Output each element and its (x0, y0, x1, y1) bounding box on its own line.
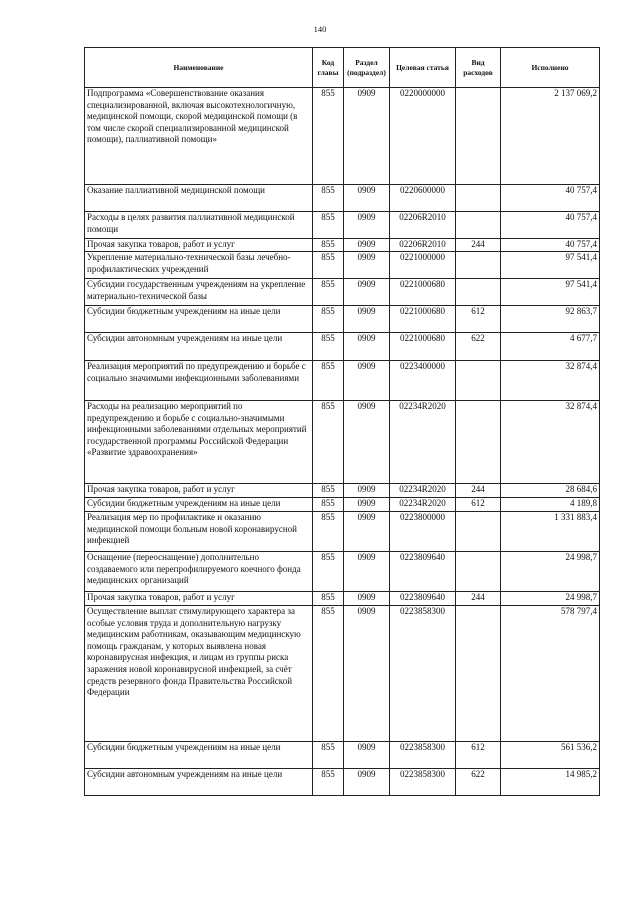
cell-type (456, 606, 501, 742)
cell-section: 0909 (344, 512, 390, 552)
page-number: 140 (313, 24, 327, 34)
cell-name: Субсидии государственным учреждениям на укрепление материально-технической базы (85, 279, 313, 306)
cell-value: 1 331 883,4 (501, 512, 600, 552)
cell-code: 855 (313, 212, 344, 239)
cell-target: 0223400000 (390, 361, 456, 401)
header-value: Исполнено (501, 48, 600, 88)
cell-code: 855 (313, 185, 344, 212)
cell-name: Субсидии бюджетным учреждениям на иные цели (85, 498, 313, 512)
cell-type (456, 88, 501, 185)
cell-target: 02234R2020 (390, 484, 456, 498)
cell-section: 0909 (344, 361, 390, 401)
cell-target: 0223858300 (390, 769, 456, 796)
table-row (85, 484, 600, 498)
cell-code: 855 (313, 361, 344, 401)
cell-section: 0909 (344, 185, 390, 212)
cell-value: 14 985,2 (501, 769, 600, 796)
cell-value: 28 684,6 (501, 484, 600, 498)
cell-target: 02234R2020 (390, 498, 456, 512)
cell-target: 0223800000 (390, 512, 456, 552)
cell-code: 855 (313, 333, 344, 361)
cell-target: 02206R2010 (390, 239, 456, 252)
cell-target: 0221000680 (390, 279, 456, 306)
cell-type: 622 (456, 769, 501, 796)
cell-value: 32 874,4 (501, 361, 600, 401)
cell-target: 0221000680 (390, 306, 456, 333)
cell-type (456, 361, 501, 401)
table-row (85, 606, 600, 742)
cell-value: 2 137 069,2 (501, 88, 600, 185)
table-row (85, 401, 600, 484)
cell-code: 855 (313, 742, 344, 769)
cell-value: 4 677,7 (501, 333, 600, 361)
cell-value: 97 541,4 (501, 252, 600, 279)
cell-target: 0223858300 (390, 606, 456, 742)
cell-target: 0221000000 (390, 252, 456, 279)
table-row (85, 361, 600, 401)
cell-section: 0909 (344, 592, 390, 606)
cell-code: 855 (313, 279, 344, 306)
cell-name: Субсидии автономным учреждениям на иные цели (85, 769, 313, 796)
cell-section: 0909 (344, 88, 390, 185)
cell-type (456, 552, 501, 592)
cell-target: 0223809640 (390, 592, 456, 606)
header-target: Целевая статья (390, 48, 456, 88)
cell-type: 244 (456, 592, 501, 606)
cell-code: 855 (313, 498, 344, 512)
cell-type: 244 (456, 484, 501, 498)
cell-target: 0223809640 (390, 552, 456, 592)
table-row (85, 333, 600, 361)
cell-target: 02234R2020 (390, 401, 456, 484)
cell-type (456, 512, 501, 552)
cell-name: Расходы в целях развития паллиативной медицинской помощи (85, 212, 313, 239)
cell-name: Субсидии автономным учреждениям на иные цели (85, 333, 313, 361)
cell-section: 0909 (344, 279, 390, 306)
cell-section: 0909 (344, 498, 390, 512)
cell-type (456, 252, 501, 279)
cell-section: 0909 (344, 239, 390, 252)
cell-section: 0909 (344, 212, 390, 239)
cell-value: 32 874,4 (501, 401, 600, 484)
cell-code: 855 (313, 592, 344, 606)
cell-type: 612 (456, 742, 501, 769)
cell-target: 0223858300 (390, 742, 456, 769)
cell-code: 855 (313, 484, 344, 498)
header-code: Код главы (313, 48, 344, 88)
header-section: Раздел (подраздел) (344, 48, 390, 88)
cell-name: Реализация мероприятий по предупреждению и борьбе с социально значимыми инфекционными заболеваниями (85, 361, 313, 401)
cell-type: 612 (456, 498, 501, 512)
cell-name: Прочая закупка товаров, работ и услуг (85, 239, 313, 252)
table-row (85, 252, 600, 279)
expenditure-table (84, 47, 600, 796)
cell-name: Субсидии бюджетным учреждениям на иные цели (85, 306, 313, 333)
cell-value: 561 536,2 (501, 742, 600, 769)
cell-section: 0909 (344, 606, 390, 742)
cell-section: 0909 (344, 333, 390, 361)
cell-target: 0220600000 (390, 185, 456, 212)
cell-target: 0221000680 (390, 333, 456, 361)
table-row (85, 239, 600, 252)
header-type: Вид расходов (456, 48, 501, 88)
header-name: Наименование (85, 48, 313, 88)
cell-type: 612 (456, 306, 501, 333)
cell-value: 578 797,4 (501, 606, 600, 742)
table-header-row (85, 48, 600, 88)
cell-code: 855 (313, 552, 344, 592)
table-row (85, 88, 600, 185)
cell-value: 24 998,7 (501, 592, 600, 606)
cell-name: Осуществление выплат стимулирующего характера за особые условия труда и дополнительную нагрузку медицинским работникам, оказывающим медицинскую помощь гражданам, у которых выявлена новая коронавирусная инфекция, и лицам из группы риска заражения новой коронавирусной инфекцией, за счёт средств резервного фонда Правительства Российской Федерации (85, 606, 313, 742)
table-row (85, 742, 600, 769)
cell-section: 0909 (344, 252, 390, 279)
table-row (85, 306, 600, 333)
cell-code: 855 (313, 306, 344, 333)
cell-target: 02206R2010 (390, 212, 456, 239)
cell-section: 0909 (344, 484, 390, 498)
cell-type (456, 212, 501, 239)
cell-code: 855 (313, 769, 344, 796)
cell-section: 0909 (344, 742, 390, 769)
cell-name: Реализация мер по профилактике и оказанию медицинской помощи больным новой коронавирусной инфекцией (85, 512, 313, 552)
cell-value: 4 189,8 (501, 498, 600, 512)
cell-name: Прочая закупка товаров, работ и услуг (85, 592, 313, 606)
cell-name: Субсидии бюджетным учреждениям на иные цели (85, 742, 313, 769)
cell-target: 0220000000 (390, 88, 456, 185)
table-row (85, 592, 600, 606)
table-row (85, 769, 600, 796)
cell-name: Подпрограмма «Совершенствование оказания специализированной, включая высокотехнологичную, медицинской помощи, скорой медицинской помощи (в том числе скорой специализированной медицинской помощи), паллиативной помощи» (85, 88, 313, 185)
cell-value: 97 541,4 (501, 279, 600, 306)
cell-value: 40 757,4 (501, 185, 600, 212)
cell-value: 24 998,7 (501, 552, 600, 592)
cell-section: 0909 (344, 401, 390, 484)
table-row (85, 552, 600, 592)
cell-name: Расходы на реализацию мероприятий по предупреждению и борьбе с социально-значимыми инфекционными заболеваниями отдельных мероприятий государственной программы Российской Федерации «Развитие здравоохранения» (85, 401, 313, 484)
cell-type (456, 279, 501, 306)
cell-name: Прочая закупка товаров, работ и услуг (85, 484, 313, 498)
cell-code: 855 (313, 88, 344, 185)
cell-value: 92 863,7 (501, 306, 600, 333)
cell-code: 855 (313, 401, 344, 484)
cell-code: 855 (313, 252, 344, 279)
table-row (85, 185, 600, 212)
cell-name: Оснащение (переоснащение) дополнительно создаваемого или перепрофилируемого коечного фонда медицинских организаций (85, 552, 313, 592)
cell-section: 0909 (344, 552, 390, 592)
cell-code: 855 (313, 239, 344, 252)
cell-section: 0909 (344, 769, 390, 796)
cell-code: 855 (313, 512, 344, 552)
cell-type (456, 401, 501, 484)
cell-type: 244 (456, 239, 501, 252)
cell-type (456, 185, 501, 212)
cell-type: 622 (456, 333, 501, 361)
table-row (85, 498, 600, 512)
cell-value: 40 757,4 (501, 212, 600, 239)
table-row (85, 212, 600, 239)
table-row (85, 512, 600, 552)
cell-value: 40 757,4 (501, 239, 600, 252)
cell-code: 855 (313, 606, 344, 742)
cell-section: 0909 (344, 306, 390, 333)
cell-name: Укрепление материально-технической базы лечебно-профилактических учреждений (85, 252, 313, 279)
cell-name: Оказание паллиативной медицинской помощи (85, 185, 313, 212)
table-row (85, 279, 600, 306)
